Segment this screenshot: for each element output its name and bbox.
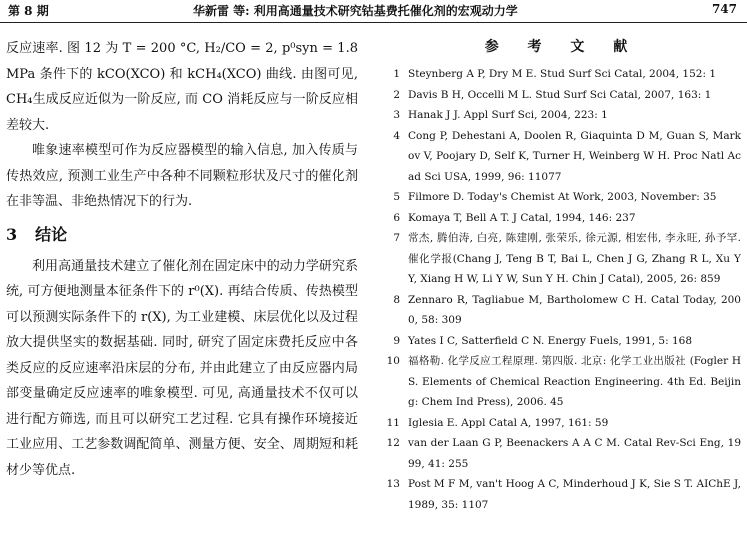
reference-number: 12 — [386, 437, 400, 449]
reference-item — [383, 187, 741, 208]
reference-number: 4 — [393, 129, 400, 142]
page-number: 747 — [711, 2, 737, 16]
reference-list — [383, 64, 741, 515]
reference-number: 1 — [393, 68, 400, 80]
reference-text: Filmore D. Today's Chemist At Work, 2003, November: 35 — [408, 191, 717, 203]
reference-text: Yates I C, Satterfield C N. Energy Fuels, 1991, 5: 168 — [408, 334, 693, 347]
reference-number: 2 — [393, 88, 400, 101]
references-title: 参 考 文 献 — [484, 39, 640, 55]
reference-number: 13 — [386, 478, 400, 490]
reference-text: Cong P, Dehestani A, Doolen R, Giaquinta D M, Guan S, Markov V, Poojary D, Self K, Turner H, Weinberg W H. Proc Natl Acad Sci USA, 1999, 96: 11077 — [408, 129, 741, 183]
reference-item — [383, 474, 741, 515]
running-title: 华新雷 等: 利用高通量技术研究钴基费托催化剂的宏观动力学 — [193, 4, 518, 18]
reference-text: Davis B H, Occelli M L. Stud Surf Sci Catal, 2007, 163: 1 — [408, 88, 712, 101]
reference-item — [383, 64, 741, 85]
reference-item — [383, 290, 741, 331]
reference-item — [383, 126, 741, 188]
running-header — [0, 0, 747, 23]
reference-text: Hanak J J. Appl Surf Sci, 2004, 223: 1 — [408, 109, 608, 121]
reference-number: 10 — [386, 355, 400, 367]
reference-item — [383, 228, 741, 290]
reference-item — [383, 433, 741, 474]
reference-text: 福格勒. 化学反应工程原理. 第四版. 北京: 化学工业出版社 (Fogler H S. Elements of Chemical Reaction Engineering. 4th Ed. Beijing: Chem Ind Press), 2006. 45 — [408, 355, 741, 408]
reference-number: 3 — [393, 109, 400, 121]
section-number: 3 — [6, 224, 18, 244]
reference-text: Steynberg A P, Dry M E. Stud Surf Sci Catal, 2004, 152: 1 — [408, 68, 717, 80]
reference-item — [383, 208, 741, 229]
reference-number: 7 — [393, 232, 400, 244]
reference-number: 6 — [393, 211, 400, 224]
reference-item — [383, 351, 741, 413]
section-heading — [6, 224, 358, 246]
reference-text: Iglesia E. Appl Catal A, 1997, 161: 59 — [408, 416, 609, 429]
rate-paragraph: 反应速率. 图 12 为 T = 200 °C, H₂/CO = 2, p⁰syn = 1.8 MPa 条件下的 kCO(XCO) 和 kCH₄(XCO) 曲线. 由图可见, CH₄生成反应近似为一阶反应, 而 CO 消耗反应与一阶反应相差较大. — [6, 41, 358, 133]
reference-text: Komaya T, Bell A T. J Catal, 1994, 146: 237 — [408, 211, 636, 224]
reference-number: 5 — [393, 191, 400, 203]
reference-text: Post M F M, van't Hoog A C, Minderhoud J K, Sie S T. AIChE J, 1989, 35: 1107 — [408, 478, 741, 511]
left-column — [6, 36, 358, 483]
reference-number: 11 — [386, 416, 400, 429]
model-paragraph: 唯象速率模型可作为反应器模型的输入信息, 加入传质与传热效应, 预测工业生产中各种不同颗粒形状及尺寸的催化剂在非等温、非绝热情况下的行为. — [6, 143, 358, 209]
reference-number: 9 — [393, 334, 400, 347]
reference-item — [383, 331, 741, 352]
section-title: 结论 — [35, 224, 68, 244]
reference-item — [383, 413, 741, 434]
conclusion-paragraph: 利用高通量技术建立了催化剂在固定床中的动力学研究系统, 可方便地测量本征条件下的 r⁰(X). 再结合传质、传热模型可以预测实际条件下的 r(X), 为工业建模、床层优化以及过程放大提供坚实的数据基础. 同时, 研究了固定床费托反应中各类反应的反应速率沿床层的分布, 并由此建立了由反应器内局部变量确定反应速率的唯象模型. 可见, 高通量技术不仅可以进行配方筛选, 而且可以研究工艺过程. 它具有操作环境接近工业应用、工艺参数调配简单、测量方便、安全、周期短和耗材少等优点. — [6, 258, 358, 478]
reference-item — [383, 85, 741, 106]
reference-item — [383, 105, 741, 126]
reference-text: Zennaro R, Tagliabue M, Bartholomew C H. Catal Today, 2000, 58: 309 — [408, 293, 741, 326]
reference-text: van der Laan G P, Beenackers A A C M. Catal Rev-Sci Eng, 1999, 41: 255 — [408, 437, 741, 470]
reference-text: 常杰, 腾伯涛, 白亮, 陈建刚, 张荣乐, 徐元源, 相宏伟, 李永旺, 孙予罕. 催化学报(Chang J, Teng B T, Bai L, Chen J G, Zhang R L, Xu Y Y, Xiang H W, Li Y W, Sun Y H. Chin J Catal), 2005, 26: 859 — [408, 232, 741, 285]
reference-number: 8 — [393, 293, 400, 306]
references-column — [383, 36, 741, 515]
issue-number: 第 8 期 — [8, 4, 49, 18]
